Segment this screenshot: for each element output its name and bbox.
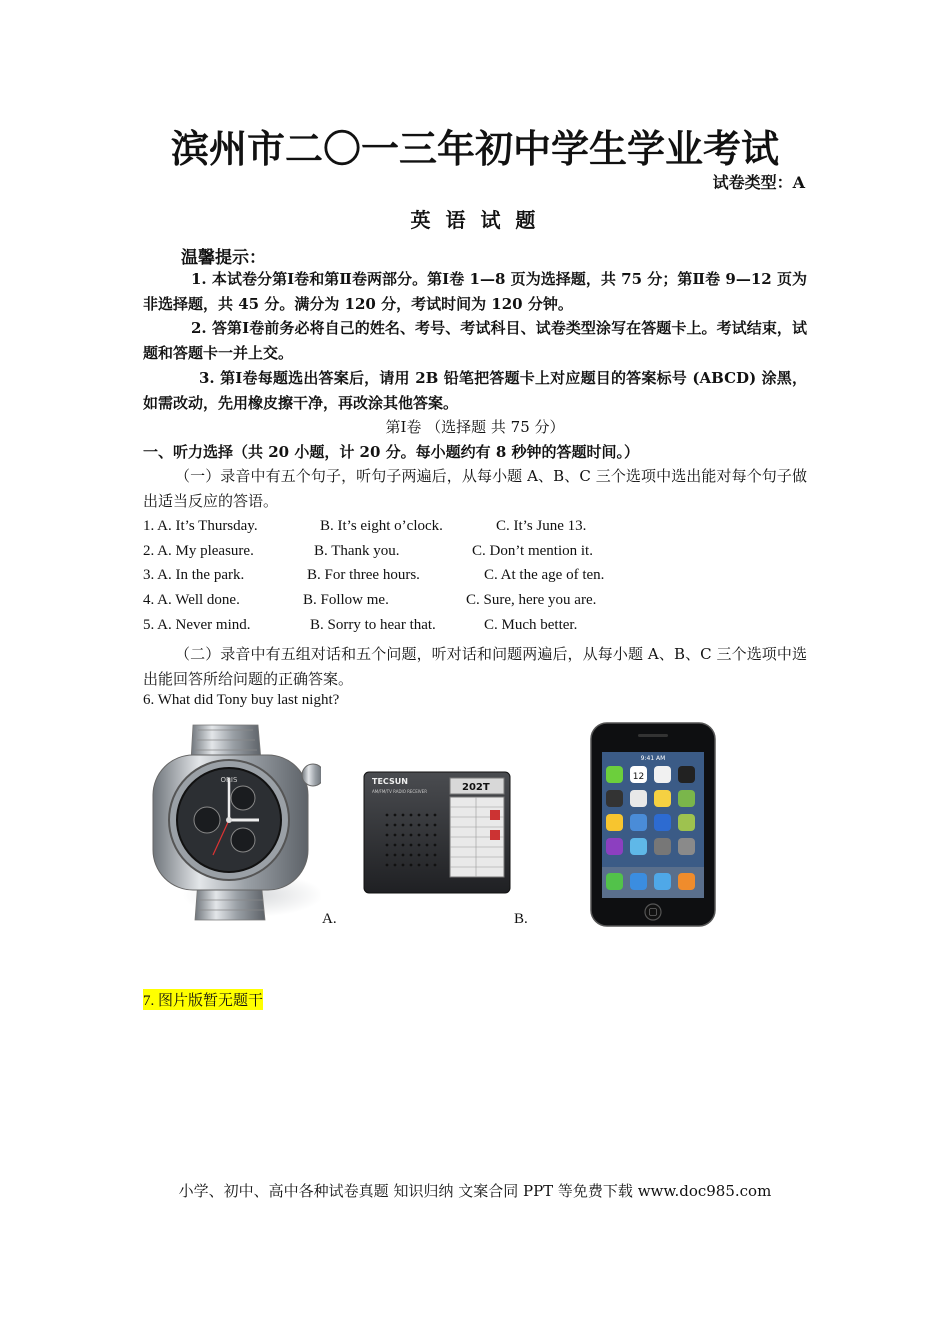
- section1-title: 一、听力选择（共 20 小题，计 20 分。每小题约有 8 秒钟的答题时间。）: [143, 443, 640, 461]
- q4-option-b: B. Follow me.: [303, 592, 389, 608]
- q3-option-a: 3. A. In the park.: [143, 567, 245, 583]
- q2-option-a: 2. A. My pleasure.: [143, 543, 254, 559]
- notice-item-1: 1. 本试卷分第Ⅰ卷和第Ⅱ卷两部分。第Ⅰ卷 1—8 页为选择题，共 75 分；第Ⅱ卷 9—12 页为非选择题，共 45 分。满分为 120 分，考试时间为 120 分钟。: [143, 270, 807, 313]
- q6-question: 6. What did Tony buy last night?: [143, 692, 340, 708]
- q5-option-b: B. Sorry to hear that.: [310, 617, 436, 633]
- notice-item-2: 2. 答第Ⅰ卷前务必将自己的姓名、考号、考试科目、试卷类型涂写在答题卡上。考试结束，试题和答题卡一并上交。: [143, 319, 807, 362]
- q2-option-c: C. Don’t mention it.: [472, 543, 593, 559]
- notice-item-3: 3. 第Ⅰ卷每题选出答案后，请用 2B 铅笔把答题卡上对应题目的答案标号 (ABCD) 涂黑，如需改动，先用橡皮擦干净，再改涂其他答案。: [143, 369, 807, 412]
- watch-icon: [143, 720, 321, 925]
- radio-image: [362, 770, 512, 895]
- page-footer: 小学、初中、高中各种试卷真题 知识归纳 文案合同 PPT 等免费下载 www.doc985.com: [178, 1182, 772, 1200]
- svg-text:ORIS: ORIS: [220, 776, 238, 784]
- phone-status-time: 9:41 AM: [640, 755, 666, 762]
- q4-option-a: 4. A. Well done.: [143, 592, 240, 608]
- q6-label-a: A.: [322, 911, 337, 927]
- q3-option-b: B. For three hours.: [307, 567, 420, 583]
- sub1-instructions: （一）录音中有五个句子，听句子两遍后，从每小题 A、B、C 三个选项中选出能对每个句子做出适当反应的答语。: [143, 467, 807, 510]
- q2-option-b: B. Thank you.: [314, 543, 400, 559]
- q5-option-c: C. Much better.: [484, 617, 578, 633]
- part1-heading: 第Ⅰ卷 （选择题 共 75 分）: [385, 418, 565, 436]
- sub2-instructions: （二）录音中有五组对话和五个问题，听对话和问题两遍后，从每小题 A、B、C 三个选项中选出能回答所给问题的正确答案。: [143, 645, 807, 688]
- q1-option-a: 1. A. It’s Thursday.: [143, 518, 258, 534]
- q6-label-b: B.: [514, 911, 528, 927]
- radio-icon: [362, 770, 512, 895]
- q1-option-c: C. It’s June 13.: [496, 518, 587, 534]
- phone-image: [590, 722, 716, 927]
- q3-option-c: C. At the age of ten.: [484, 567, 605, 583]
- radio-model: 202T: [462, 782, 490, 793]
- radio-subtitle: AM/FM/TV RADIO RECEIVER: [372, 789, 427, 794]
- q4-option-c: C. Sure, here you are.: [466, 592, 597, 608]
- calendar-day: 12: [632, 772, 645, 782]
- watch-image: [143, 720, 321, 925]
- subject-title: 英 语 试 题: [410, 208, 540, 232]
- radio-brand: TECSUN: [372, 777, 408, 786]
- smartphone-icon: [590, 722, 716, 927]
- exam-type: 试卷类型：A: [712, 173, 805, 192]
- q7-placeholder: 7. 图片版暂无题干: [143, 989, 263, 1010]
- q5-option-a: 5. A. Never mind.: [143, 617, 251, 633]
- page-title: 滨州市二〇一三年初中学生学业考试: [170, 126, 779, 171]
- q1-option-b: B. It’s eight o’clock.: [320, 518, 443, 534]
- notice-heading: 温馨提示：: [181, 248, 266, 268]
